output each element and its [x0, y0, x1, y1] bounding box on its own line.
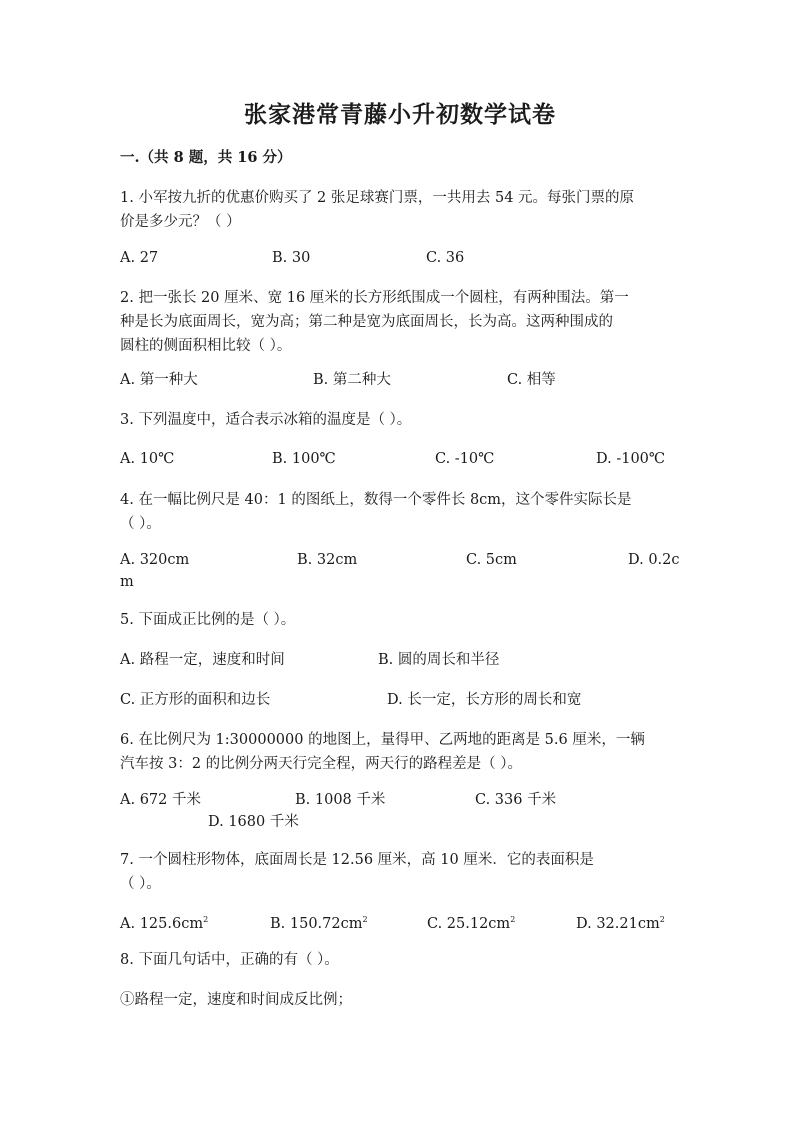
question-8-statement-1: ①路程一定，速度和时间成反比例； — [120, 992, 352, 1008]
question-4-line-1: 4. 在一幅比例尺是 40：1 的图纸上，数得一个零件长 8cm，这个零件实际长是 — [120, 492, 632, 508]
question-7-option-d-text: D. 32.21cm — [576, 916, 660, 932]
question-4-option-d-wrap: m — [120, 574, 134, 590]
question-7-option-d — [576, 908, 665, 936]
question-7-option-c — [427, 908, 515, 936]
question-2-line-3: 圆柱的侧面积相比较（ ）。 — [120, 338, 292, 354]
question-3-option-b: B. 100℃ — [272, 451, 336, 467]
squared-mark: 2 — [362, 915, 368, 924]
question-1-option-a: A. 27 — [120, 250, 159, 266]
question-7-line-2: （ ）。 — [120, 876, 161, 892]
question-2-option-b: B. 第二种大 — [313, 372, 391, 388]
question-2-option-a: A. 第一种大 — [120, 372, 198, 388]
question-5-line-1: 5. 下面成正比例的是（ ）。 — [120, 612, 296, 628]
page-title: 张家港常青藤小升初数学试卷 — [244, 101, 556, 128]
question-5-option-c: C. 正方形的面积和边长 — [120, 692, 271, 708]
question-1-option-c: C. 36 — [426, 250, 465, 266]
question-6-line-1: 6. 在比例尺为 1:30000000 的地图上，量得甲、乙两地的距离是 5.6 厘米，一辆 — [120, 732, 645, 748]
question-5-option-b: B. 圆的周长和半径 — [378, 652, 500, 668]
question-7-option-a-text: A. 125.6cm — [120, 916, 204, 932]
question-2-option-c: C. 相等 — [507, 372, 556, 388]
question-6-line-2: 汽车按 3：2 的比例分两天行完全程，两天行的路程差是（ ）。 — [120, 756, 523, 772]
question-3-line-1: 3. 下列温度中，适合表示冰箱的温度是（ ）。 — [120, 412, 412, 428]
question-7-line-1: 7. 一个圆柱形物体，底面周长是 12.56 厘米，高 10 厘米．它的表面积是 — [120, 852, 594, 868]
question-6-option-b: B. 1008 千米 — [295, 792, 386, 808]
question-7-option-b-text: B. 150.72cm — [270, 916, 363, 932]
question-1-line-1: 1. 小军按九折的优惠价购买了 2 张足球赛门票，一共用去 54 元。每张门票的原 — [120, 190, 635, 206]
question-7-option-c-text: C. 25.12cm — [427, 916, 511, 932]
squared-mark: 2 — [510, 915, 516, 924]
question-4-line-2: （ ）。 — [120, 516, 161, 532]
question-6-option-a: A. 672 千米 — [120, 792, 201, 808]
question-3-option-d: D. -100℃ — [596, 451, 666, 467]
question-5-option-a: A. 路程一定，速度和时间 — [120, 652, 285, 668]
question-7-option-b — [270, 908, 368, 936]
question-5-option-d: D. 长一定，长方形的周长和宽 — [387, 692, 582, 708]
squared-mark: 2 — [203, 915, 209, 924]
question-2-line-2: 种是长为底面周长，宽为高；第二种是宽为底面周长，长为高。这两种围成的 — [120, 314, 613, 330]
question-3-option-c: C. -10℃ — [435, 451, 495, 467]
squared-mark: 2 — [659, 915, 665, 924]
question-1-option-b: B. 30 — [272, 250, 311, 266]
question-8-line-1: 8. 下面几句话中，正确的有（ ）。 — [120, 952, 339, 968]
question-4-option-a: A. 320cm — [120, 552, 190, 568]
question-4-option-d: D. 0.2c — [628, 552, 680, 568]
question-3-option-a: A. 10℃ — [120, 451, 175, 467]
question-7-option-a — [120, 908, 208, 936]
question-2-line-1: 2. 把一张长 20 厘米、宽 16 厘米的长方形纸围成一个圆柱，有两种围法。第一 — [120, 290, 629, 306]
question-6-option-c: C. 336 千米 — [475, 792, 557, 808]
question-1-line-2: 价是多少元？（ ） — [120, 214, 241, 230]
question-6-option-d: D. 1680 千米 — [208, 814, 299, 830]
question-4-option-c: C. 5cm — [466, 552, 517, 568]
section-heading: 一.（共 8 题，共 16 分） — [120, 149, 292, 166]
question-4-option-b: B. 32cm — [297, 552, 358, 568]
